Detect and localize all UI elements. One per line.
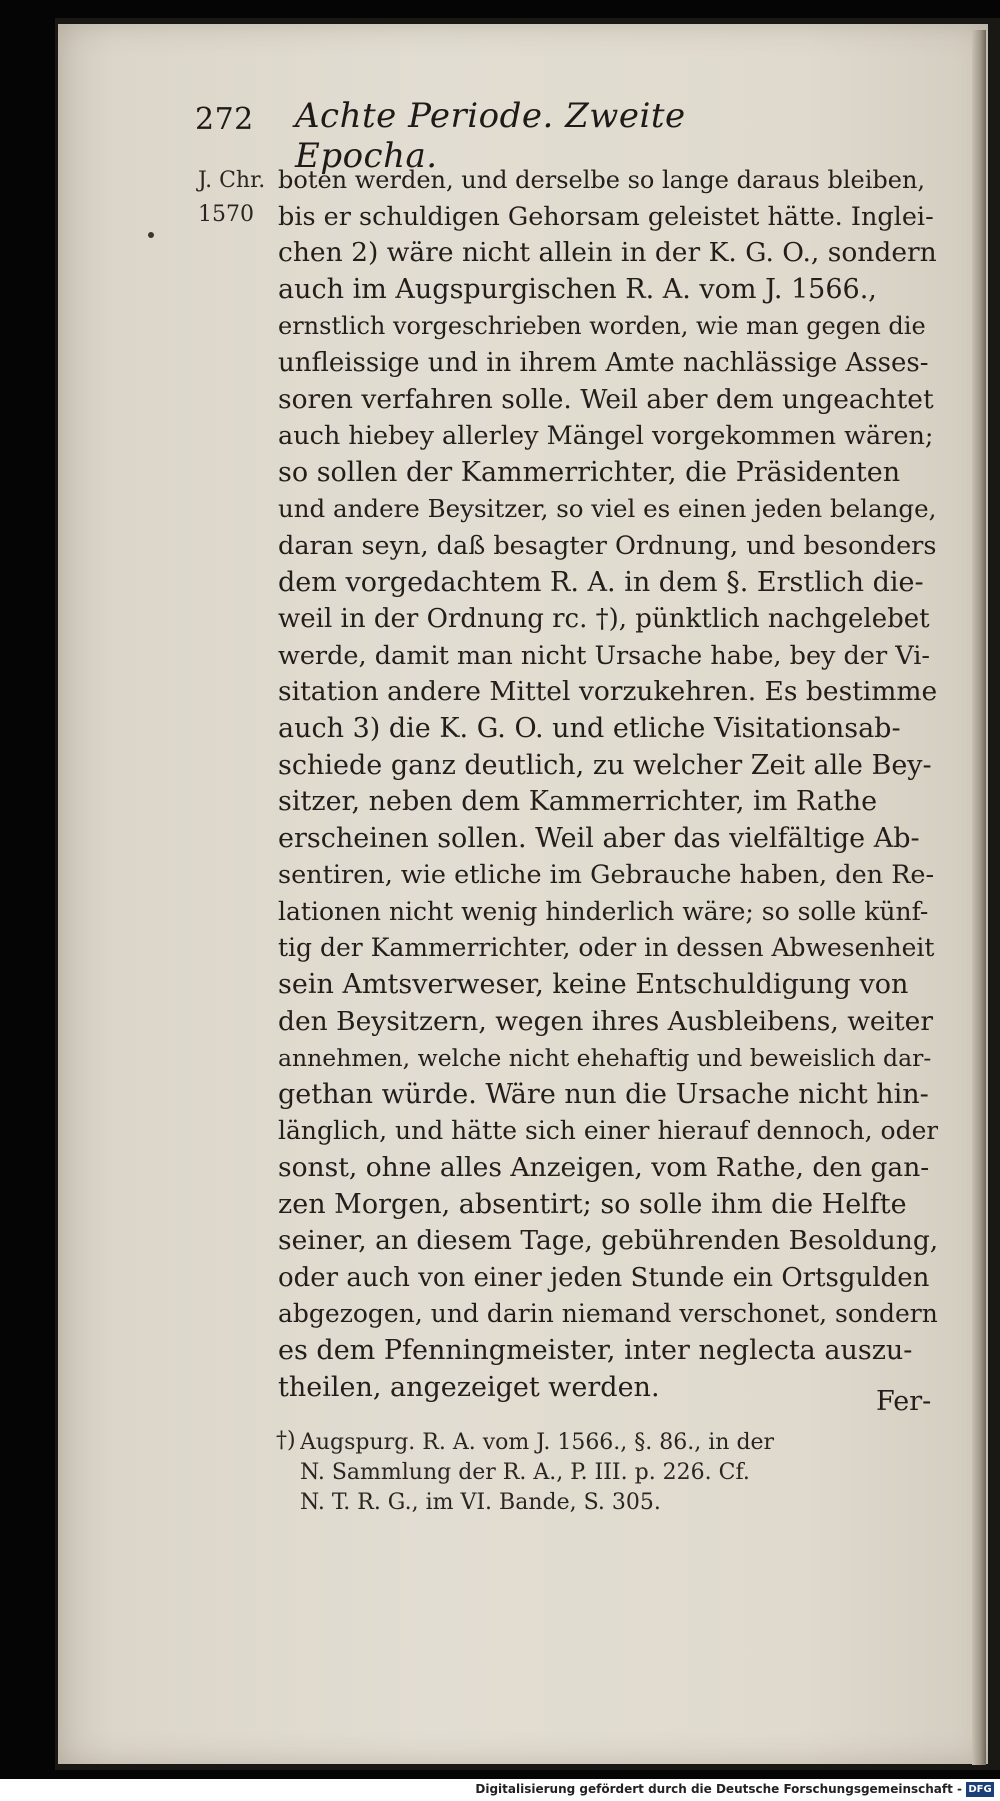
margin-era-label: J. Chr. (198, 168, 266, 193)
text-line: chen 2) wäre nicht allein in der K. G. O., sondern (278, 237, 937, 269)
text-line: so sollen der Kammerrichter, die Präsidenten (278, 456, 901, 488)
text-line: bis er schuldigen Gehorsam geleistet hätte. Inglei- (278, 201, 934, 232)
text-line: daran seyn, daß besagter Ordnung, und besonders (278, 530, 937, 561)
footnote (300, 1428, 940, 1518)
page-edge (972, 30, 986, 1765)
footer-bar (0, 1779, 1000, 1801)
footnote-marker: †) (276, 1428, 296, 1453)
text-line: erscheinen sollen. Weil aber das vielfältige Ab- (278, 822, 920, 854)
text-line: werde, damit man nicht Ursache habe, bey der Vi- (278, 640, 930, 671)
text-line: tig der Kammerrichter, oder in dessen Abwesenheit (278, 933, 935, 963)
text-line: annehmen, welche nicht ehehaftig und beweislich dar- (278, 1044, 932, 1073)
page-header (195, 96, 795, 176)
text-line: boten werden, und derselbe so lange daraus bleiben, (278, 166, 926, 194)
text-line: oder auch von einer jeden Stunde ein Ortsgulden (278, 1262, 930, 1293)
text-line: seiner, an diesem Tage, gebührenden Besoldung, (278, 1225, 938, 1257)
footnote-line: N. Sammlung der R. A., P. III. p. 226. Cf. (300, 1460, 750, 1485)
text-line: auch hiebey allerley Mängel vorgekommen wären; (278, 421, 934, 452)
running-title: Achte Periode. Zweite Epocha. (295, 96, 686, 176)
text-line: länglich, und hätte sich einer hierauf dennoch, oder (278, 1116, 938, 1146)
footnote-line: N. T. R. G., im VI. Bande, S. 305. (300, 1490, 661, 1515)
text-line: den Beysitzern, wegen ihres Ausbleibens, weiter (278, 1005, 934, 1037)
text-line: sonst, ohne alles Anzeigen, vom Rathe, den gan- (278, 1152, 930, 1184)
page-number: 272 (195, 102, 254, 137)
text-line: und andere Beysitzer, so viel es einen jeden belange, (278, 494, 937, 524)
text-line: abgezogen, und darin niemand verschonet, sondern (278, 1299, 938, 1329)
pencil-mark (148, 232, 154, 238)
catchword: Fer- (876, 1386, 932, 1417)
text-line: schiede ganz deutlich, zu welcher Zeit alle Bey- (278, 749, 932, 781)
text-line: soren verfahren solle. Weil aber dem ungeachtet (278, 383, 934, 415)
text-line: es dem Pfenningmeister, inter neglecta auszu- (278, 1335, 913, 1366)
text-line: unfleissige und in ihrem Amte nachlässige Asses- (278, 347, 929, 378)
text-line: auch im Augspurgischen R. A. vom J. 1566., (278, 273, 877, 305)
text-line: gethan würde. Wäre nun die Ursache nicht hin- (278, 1078, 929, 1110)
footnote-line: Augspurg. R. A. vom J. 1566., §. 86., in der (300, 1430, 775, 1455)
text-line: sein Amtsverweser, keine Entschuldigung von (278, 969, 909, 1001)
text-line: dem vorgedachtem R. A. in dem §. Erstlich die- (278, 566, 924, 598)
text-line: ernstlich vorgeschrieben worden, wie man gegen die (278, 312, 926, 341)
body-text (278, 162, 938, 1406)
text-line: sitation andere Mittel vorzukehren. Es bestimme (278, 676, 938, 708)
text-line: auch 3) die K. G. O. und etliche Visitationsab- (278, 712, 901, 744)
text-line: lationen nicht wenig hinderlich wäre; so solle künf- (278, 896, 929, 926)
margin-year: 1570 (198, 202, 254, 227)
text-line: sitzer, neben dem Kammerrichter, im Rathe (278, 786, 878, 818)
footer-credit: Digitalisierung gefördert durch die Deutsche Forschungsgemeinschaft - (475, 1782, 962, 1796)
text-line: sentiren, wie etliche im Gebrauche haben, den Re- (278, 860, 935, 891)
text-line: theilen, angezeiget werden. (278, 1371, 660, 1403)
dfg-logo: DFG (966, 1782, 994, 1797)
text-line: weil in der Ordnung rc. †), pünktlich nachgelebet (278, 604, 930, 635)
text-line: zen Morgen, absentirt; so solle ihm die Helfte (278, 1188, 907, 1220)
